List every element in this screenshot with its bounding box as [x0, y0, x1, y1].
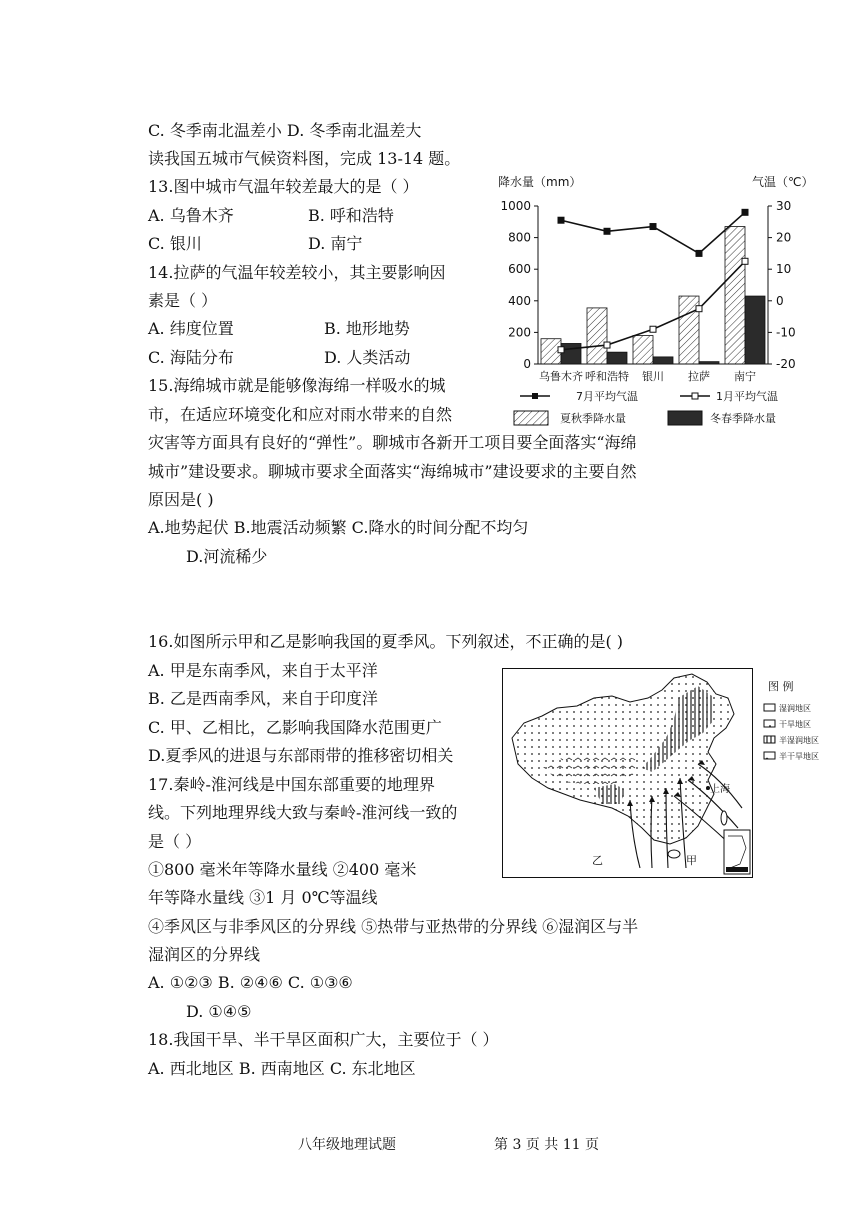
legend-july-marker: [532, 393, 538, 399]
svg-text:半干旱地区: 半干旱地区: [779, 752, 819, 761]
q14-stem-2: 素是（ ）: [148, 291, 218, 310]
q16-stem: 16.如图所示甲和乙是影响我国的夏季风。下列叙述，不正确的是( ): [148, 632, 624, 651]
january-temp-point: [650, 326, 656, 332]
category-label: 南宁: [734, 370, 756, 383]
january-temp-point: [558, 347, 564, 353]
july-temp-point: [650, 224, 656, 230]
legend-january-marker: [692, 393, 698, 399]
legend-title: 图 例: [768, 680, 794, 693]
q14-option-c: C. 海陆分布: [148, 348, 234, 367]
q17-stem-2: 线。下列地理界线大致与秦岭-淮河线一致的: [148, 803, 458, 822]
bar-winter-spring: [607, 352, 627, 364]
left-tick-label: 400: [508, 293, 531, 308]
january-temp-point: [742, 258, 748, 264]
legend-item-arid: [764, 719, 811, 729]
q17-stem-3: 是（ ）: [148, 832, 202, 851]
q17-option-d: D. ①④⑤: [186, 1002, 252, 1021]
q13-option-c: C. 银川: [148, 234, 202, 253]
q15-stem-4: 城市”建设要求。聊城市要求全面落实“海绵城市”建设要求的主要自然: [148, 462, 637, 481]
q15-stem-5: 原因是( ): [148, 490, 214, 509]
category-label: 乌鲁木齐: [539, 370, 583, 383]
inset-caption-bar: [726, 867, 748, 872]
category-label: 拉萨: [688, 370, 710, 383]
shanghai-label: 上海: [710, 784, 730, 795]
left-tick-label: 600: [508, 262, 531, 277]
legend-winter-label: 冬春季降水量: [710, 412, 776, 425]
legend-item-semi-arid: [764, 751, 819, 761]
q17-stem-7: 湿润区的分界线: [148, 945, 261, 964]
right-axis-title: 气温（℃）: [752, 175, 814, 189]
left-tick-label: 800: [508, 230, 531, 245]
legend-july-label: 7月平均气温: [576, 390, 638, 403]
bar-summer-autumn: [633, 336, 653, 364]
q17-stem-4: ①800 毫米年等降水量线 ②400 毫米: [148, 860, 417, 879]
bar-winter-spring: [653, 357, 673, 364]
category-label: 呼和浩特: [585, 370, 629, 383]
q17-options-abc: A. ①②③ B. ②④⑥ C. ①③⑥: [148, 973, 353, 992]
category-label: 银川: [642, 370, 664, 383]
q18-stem: 18.我国干旱、半干旱区面积广大，主要位于（ ）: [148, 1030, 499, 1049]
left-tick-label: 0: [523, 357, 531, 371]
q17-stem-5: 年等降水量线 ③1 月 0℃等温线: [148, 888, 378, 907]
bar-summer-autumn: [587, 308, 607, 364]
q13-14-intro: 读我国五城市气候资料图，完成 13-14 题。: [148, 149, 461, 168]
hainan-island: [668, 850, 680, 858]
right-tick-label: 10: [776, 262, 792, 277]
q16-option-a: A. 甲是东南季风，来自于太平洋: [148, 661, 378, 680]
q17-stem-1: 17.秦岭-淮河线是中国东部重要的地理界: [148, 775, 435, 794]
q16-option-c: C. 甲、乙相比，乙影响我国降水范围更广: [148, 718, 442, 737]
q16-option-d: D.夏季风的进退与东部雨带的推移密切相关: [148, 746, 454, 765]
left-axis-title: 降水量（mm）: [498, 175, 582, 189]
bar-summer-autumn: [725, 227, 745, 364]
bar-winter-spring: [699, 362, 719, 364]
legend-summer-label: 夏秋季降水量: [560, 412, 626, 425]
svg-text:半湿润地区: 半湿润地区: [779, 736, 819, 745]
right-tick-label: 30: [776, 199, 792, 213]
yi-label: 乙: [592, 854, 603, 867]
legend-january-label: 1月平均气温: [716, 390, 778, 403]
q15-option-d: D.河流稀少: [186, 547, 268, 566]
q15-stem-1: 15.海绵城市就是能够像海绵一样吸水的城: [148, 376, 446, 395]
legend-item-semi-humid: [764, 735, 819, 745]
q13-stem: 13.图中城市气温年较差最大的是（ ）: [148, 177, 419, 196]
svg-text:干旱地区: 干旱地区: [779, 720, 811, 729]
january-temp-point: [604, 342, 610, 348]
jia-label: 甲: [686, 854, 697, 867]
footer-subject: 八年级地理试题: [298, 1137, 396, 1153]
right-tick-label: -10: [776, 325, 796, 340]
right-tick-label: -20: [776, 357, 796, 371]
q14-option-b: B. 地形地势: [324, 319, 410, 338]
q13-option-b: B. 呼和浩特: [308, 206, 394, 225]
left-tick-label: 200: [508, 325, 531, 340]
q14-option-d: D. 人类活动: [324, 348, 411, 367]
july-temp-point: [604, 228, 610, 234]
q16-option-b: B. 乙是西南季风，来自于印度洋: [148, 689, 378, 708]
legend-winter-swatch: [668, 411, 702, 425]
right-tick-label: 0: [776, 293, 784, 308]
taiwan-island: [721, 811, 727, 825]
q14-option-a: A. 纬度位置: [148, 319, 234, 338]
q13-option-a: A. 乌鲁木齐: [148, 206, 234, 225]
bar-winter-spring: [745, 296, 765, 364]
q15-stem-3: 灾害等方面具有良好的“弹性”。聊城市各新开工项目要全面落实“海绵: [148, 433, 637, 452]
q12-options-cd: C. 冬季南北温差小 D. 冬季南北温差大: [148, 121, 422, 140]
legend-item-humid: [764, 703, 811, 713]
q13-option-d: D. 南宁: [308, 234, 363, 253]
july-temp-line: [561, 212, 745, 253]
q15-options-abc: A.地势起伏 B.地震活动频繁 C.降水的时间分配不均匀: [148, 518, 529, 537]
china-monsoon-map: [502, 668, 832, 878]
climate-chart: [490, 170, 820, 440]
july-temp-point: [696, 250, 702, 256]
right-tick-label: 20: [776, 230, 792, 245]
q14-stem-1: 14.拉萨的气温年较差较小，其主要影响因: [148, 263, 446, 282]
left-tick-label: 1000: [500, 199, 531, 213]
legend-summer-swatch: [514, 411, 548, 425]
july-temp-point: [742, 209, 748, 215]
january-temp-point: [696, 306, 702, 312]
q17-stem-6: ④季风区与非季风区的分界线 ⑤热带与亚热带的分界线 ⑥湿润区与半: [148, 917, 639, 936]
footer-page-number: 第 3 页 共 11 页: [494, 1137, 599, 1153]
svg-text:湿润地区: 湿润地区: [779, 704, 811, 713]
q15-stem-2: 市，在适应环境变化和应对雨水带来的自然: [148, 405, 453, 424]
q18-options: A. 西北地区 B. 西南地区 C. 东北地区: [148, 1059, 416, 1078]
july-temp-point: [558, 217, 564, 223]
